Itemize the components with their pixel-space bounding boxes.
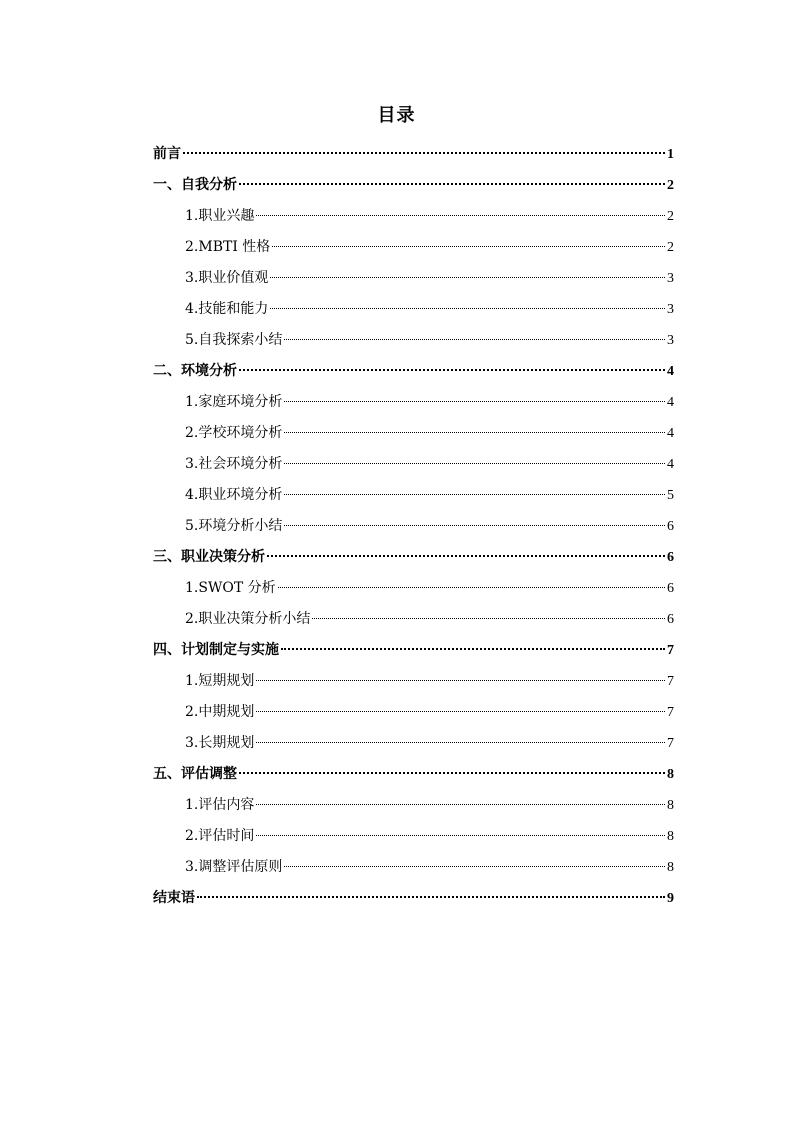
toc-dot-leader (239, 771, 665, 774)
toc-dot-leader (256, 710, 665, 712)
toc-dot-leader (284, 462, 665, 464)
toc-dot-leader (270, 276, 665, 278)
toc-page-number: 4 (667, 395, 674, 410)
toc-page-number: 4 (667, 426, 674, 441)
toc-entry-text: 2.评估时间 (185, 828, 255, 844)
toc-dot-leader (272, 245, 665, 247)
toc-page-number: 6 (667, 550, 674, 565)
toc-section-entry[interactable] (153, 139, 674, 170)
toc-subsection-entry[interactable] (153, 604, 674, 635)
toc-subsection-entry[interactable] (153, 728, 674, 759)
toc-page-number: 3 (667, 333, 674, 348)
toc-subsection-entry[interactable] (153, 387, 674, 418)
toc-dot-leader (312, 617, 665, 619)
toc-dot-leader (284, 865, 665, 867)
toc-section-entry[interactable] (153, 542, 674, 573)
toc-dot-leader (284, 431, 665, 433)
toc-dot-leader (256, 214, 665, 216)
toc-subsection-entry[interactable] (153, 263, 674, 294)
toc-dot-leader (239, 368, 665, 371)
toc-dot-leader (284, 524, 665, 526)
table-of-contents (153, 139, 674, 914)
toc-page-number: 6 (667, 581, 674, 596)
toc-entry-text: 1.职业兴趣 (185, 208, 255, 224)
toc-dot-leader (270, 307, 665, 309)
toc-dot-leader (183, 151, 665, 154)
toc-page-number: 8 (667, 798, 674, 813)
toc-entry-text: 3.社会环境分析 (185, 456, 283, 472)
toc-subsection-entry[interactable] (153, 821, 674, 852)
toc-entry-text: 2.学校环境分析 (185, 425, 283, 441)
toc-page-number: 3 (667, 302, 674, 317)
toc-entry-text: 5.环境分析小结 (185, 518, 283, 534)
toc-page-number: 8 (667, 860, 674, 875)
toc-entry-text: 2.职业决策分析小结 (185, 611, 311, 627)
toc-dot-leader (267, 554, 665, 557)
toc-dot-leader (278, 586, 665, 588)
toc-dot-leader (256, 679, 665, 681)
toc-entry-text: 五、评估调整 (153, 766, 237, 782)
toc-page-number: 1 (667, 147, 674, 162)
toc-dot-leader (284, 493, 665, 495)
toc-subsection-entry[interactable] (153, 418, 674, 449)
toc-dot-leader (197, 895, 665, 898)
toc-entry-text: 3.长期规划 (185, 735, 255, 751)
toc-page-number: 8 (667, 829, 674, 844)
toc-section-entry[interactable] (153, 170, 674, 201)
toc-page-number: 4 (667, 457, 674, 472)
toc-page-number: 2 (667, 240, 674, 255)
toc-page-number: 7 (667, 674, 674, 689)
toc-subsection-entry[interactable] (153, 852, 674, 883)
page-title: 目录 (377, 105, 416, 126)
toc-dot-leader (239, 182, 665, 185)
toc-subsection-entry[interactable] (153, 666, 674, 697)
toc-page-number: 2 (667, 178, 674, 193)
toc-section-entry[interactable] (153, 635, 674, 666)
toc-entry-text: 1.短期规划 (185, 673, 255, 689)
toc-subsection-entry[interactable] (153, 232, 674, 263)
toc-entry-text: 3.调整评估原则 (185, 859, 283, 875)
toc-page-number: 4 (667, 364, 674, 379)
toc-dot-leader (284, 338, 665, 340)
toc-page-number: 2 (667, 209, 674, 224)
toc-page-number: 7 (667, 736, 674, 751)
toc-entry-text: 2.MBTI 性格 (185, 239, 271, 255)
toc-page-number: 7 (667, 643, 674, 658)
toc-subsection-entry[interactable] (153, 294, 674, 325)
toc-dot-leader (284, 400, 665, 402)
toc-section-entry[interactable] (153, 759, 674, 790)
toc-entry-text: 一、自我分析 (153, 177, 237, 193)
toc-entry-text: 2.中期规划 (185, 704, 255, 720)
toc-subsection-entry[interactable] (153, 573, 674, 604)
toc-entry-text: 3.职业价值观 (185, 270, 269, 286)
toc-page-number: 6 (667, 519, 674, 534)
toc-subsection-entry[interactable] (153, 511, 674, 542)
toc-section-entry[interactable] (153, 356, 674, 387)
toc-entry-text: 结束语 (153, 890, 195, 906)
toc-subsection-entry[interactable] (153, 449, 674, 480)
toc-entry-text: 5.自我探索小结 (185, 332, 283, 348)
toc-dot-leader (281, 647, 665, 650)
toc-subsection-entry[interactable] (153, 480, 674, 511)
toc-page-number: 5 (667, 488, 674, 503)
toc-page-number: 7 (667, 705, 674, 720)
toc-dot-leader (256, 741, 665, 743)
toc-dot-leader (256, 803, 665, 805)
toc-page-number: 9 (667, 891, 674, 906)
toc-subsection-entry[interactable] (153, 790, 674, 821)
toc-subsection-entry[interactable] (153, 697, 674, 728)
toc-entry-text: 4.技能和能力 (185, 301, 269, 317)
toc-entry-text: 四、计划制定与实施 (153, 642, 279, 658)
toc-page-number: 6 (667, 612, 674, 627)
toc-entry-text: 前言 (153, 146, 181, 162)
toc-entry-text: 4.职业环境分析 (185, 487, 283, 503)
toc-entry-text: 三、职业决策分析 (153, 549, 265, 565)
toc-subsection-entry[interactable] (153, 325, 674, 356)
toc-section-entry[interactable] (153, 883, 674, 914)
toc-page-number: 3 (667, 271, 674, 286)
toc-dot-leader (256, 834, 665, 836)
toc-page-number: 8 (667, 767, 674, 782)
toc-entry-text: 1.评估内容 (185, 797, 255, 813)
toc-entry-text: 1.家庭环境分析 (185, 394, 283, 410)
toc-entry-text: 1.SWOT 分析 (185, 580, 276, 596)
toc-entry-text: 二、环境分析 (153, 363, 237, 379)
toc-subsection-entry[interactable] (153, 201, 674, 232)
